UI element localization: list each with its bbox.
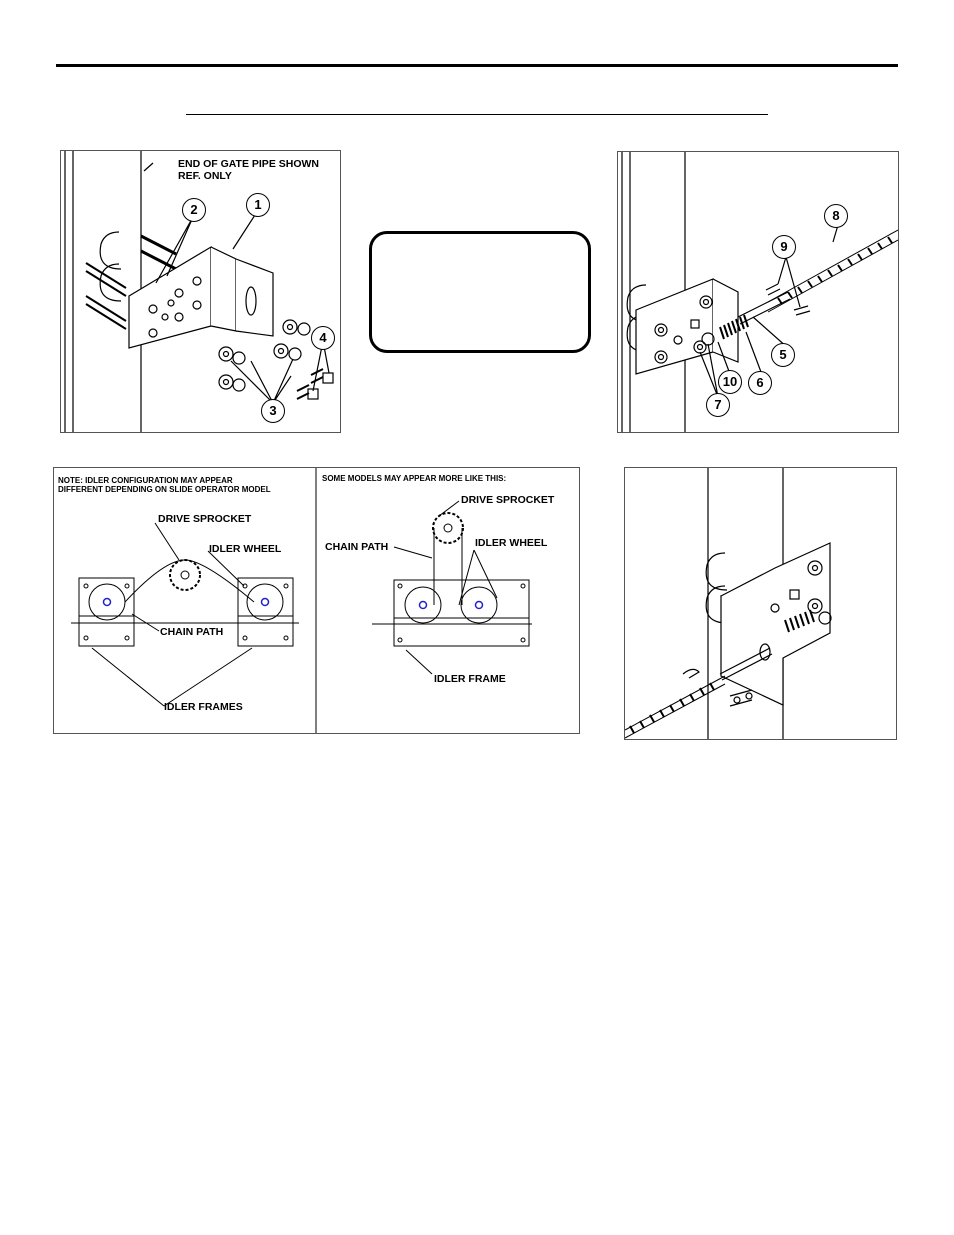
idler-configuration-drawing xyxy=(54,468,579,733)
callout-3: 3 xyxy=(261,399,285,423)
left-chain-path-label: CHAIN PATH xyxy=(160,626,224,638)
callout-6: 6 xyxy=(748,371,772,395)
idler-frame-label: IDLER FRAME xyxy=(434,673,506,685)
bracket-rear-view-drawing xyxy=(625,468,896,739)
left-drive-sprocket-label: DRIVE SPROCKET xyxy=(158,513,252,525)
right-drive-sprocket-label: DRIVE SPROCKET xyxy=(461,494,555,506)
callout-1: 1 xyxy=(246,193,270,217)
callout-7: 7 xyxy=(706,393,730,417)
callout-4: 4 xyxy=(311,326,335,350)
right-chain-path-label: CHAIN PATH xyxy=(325,541,389,553)
callout-5: 5 xyxy=(771,343,795,367)
callout-9: 9 xyxy=(772,235,796,259)
idler-frames-label: IDLER FRAMES xyxy=(164,701,243,713)
idler-note-text: NOTE: IDLER CONFIGURATION MAY APPEAR DIFFERENT DEPENDING ON SLIDE OPERATOR MODEL xyxy=(58,476,271,494)
callout-10: 10 xyxy=(718,370,742,394)
idler-configuration-diagram xyxy=(53,467,580,734)
bracket-rear-view-diagram xyxy=(624,467,897,740)
callout-2: 2 xyxy=(182,198,206,222)
note-box xyxy=(369,231,591,353)
callout-8: 8 xyxy=(824,204,848,228)
bracket-exploded-drawing xyxy=(61,151,340,432)
alt-model-note-text: SOME MODELS MAY APPEAR MORE LIKE THIS: xyxy=(322,474,507,483)
pipe-reference-note: END OF GATE PIPE SHOWN REF. ONLY xyxy=(178,158,319,182)
left-idler-wheel-label: IDLER WHEEL xyxy=(209,543,282,555)
bracket-exploded-diagram xyxy=(60,150,341,433)
bracket-assembled-diagram xyxy=(617,151,899,433)
title-underline xyxy=(186,114,768,115)
top-rule xyxy=(56,64,898,67)
right-idler-wheel-label: IDLER WHEEL xyxy=(475,537,548,549)
